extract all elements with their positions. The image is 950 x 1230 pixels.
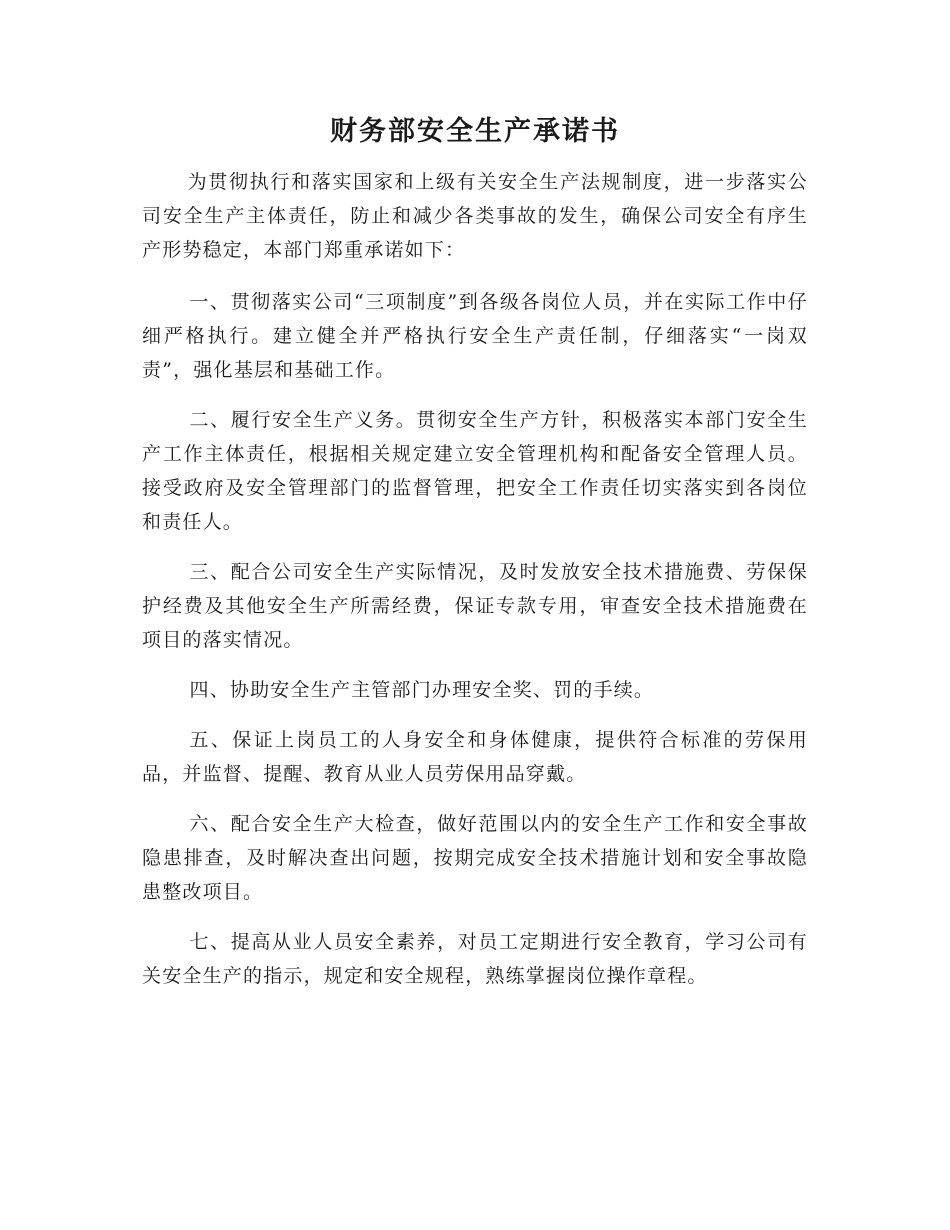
paragraph-item-7: 七、提高从业人员安全素养，对员工定期进行安全教育，学习公司有关安全生产的指示，规定和安全规程，熟练掌握岗位操作章程。 xyxy=(142,931,808,987)
paragraph-item-4: 四、协助安全生产主管部门办理安全奖、罚的手续。 xyxy=(189,679,655,701)
paragraph-intro: 为贯彻执行和落实国家和上级有关安全生产法规制度，进一步落实公司安全生产主体责任，防止和减少各类事故的发生，确保公司安全有序生产形势稳定，本部门郑重承诺如下： xyxy=(142,171,808,261)
document-body xyxy=(142,165,808,1009)
paragraph-item-5: 五、保证上岗员工的人身安全和身体健康，提供符合标准的劳保用品，并监督、提醒、教育从业人员劳保用品穿戴。 xyxy=(142,729,808,785)
paragraph-item-2: 二、履行安全生产义务。贯彻安全生产方针，积极落实本部门安全生产工作主体责任，根据相关规定建立安全管理机构和配备安全管理人员。接受政府及安全管理部门的监督管理，把安全工作责任切实落实到各岗位和责任人。 xyxy=(142,409,808,533)
paragraph-item-1: 一、贯彻落实公司“三项制度”到各级各岗位人员，并在实际工作中仔细严格执行。建立健全并严格执行安全生产责任制，仔细落实“一岗双责”，强化基层和基础工作。 xyxy=(142,291,808,381)
paragraph-item-3: 三、配合公司安全生产实际情况，及时发放安全技术措施费、劳保保护经费及其他安全生产所需经费，保证专款专用，审查安全技术措施费在项目的落实情况。 xyxy=(142,561,808,651)
document-title: 财务部安全生产承诺书 xyxy=(330,116,620,147)
paragraph-item-6: 六、配合安全生产大检查，做好范围以内的安全生产工作和安全事故隐患排查，及时解决查出问题，按期完成安全技术措施计划和安全事故隐患整改项目。 xyxy=(142,813,808,903)
